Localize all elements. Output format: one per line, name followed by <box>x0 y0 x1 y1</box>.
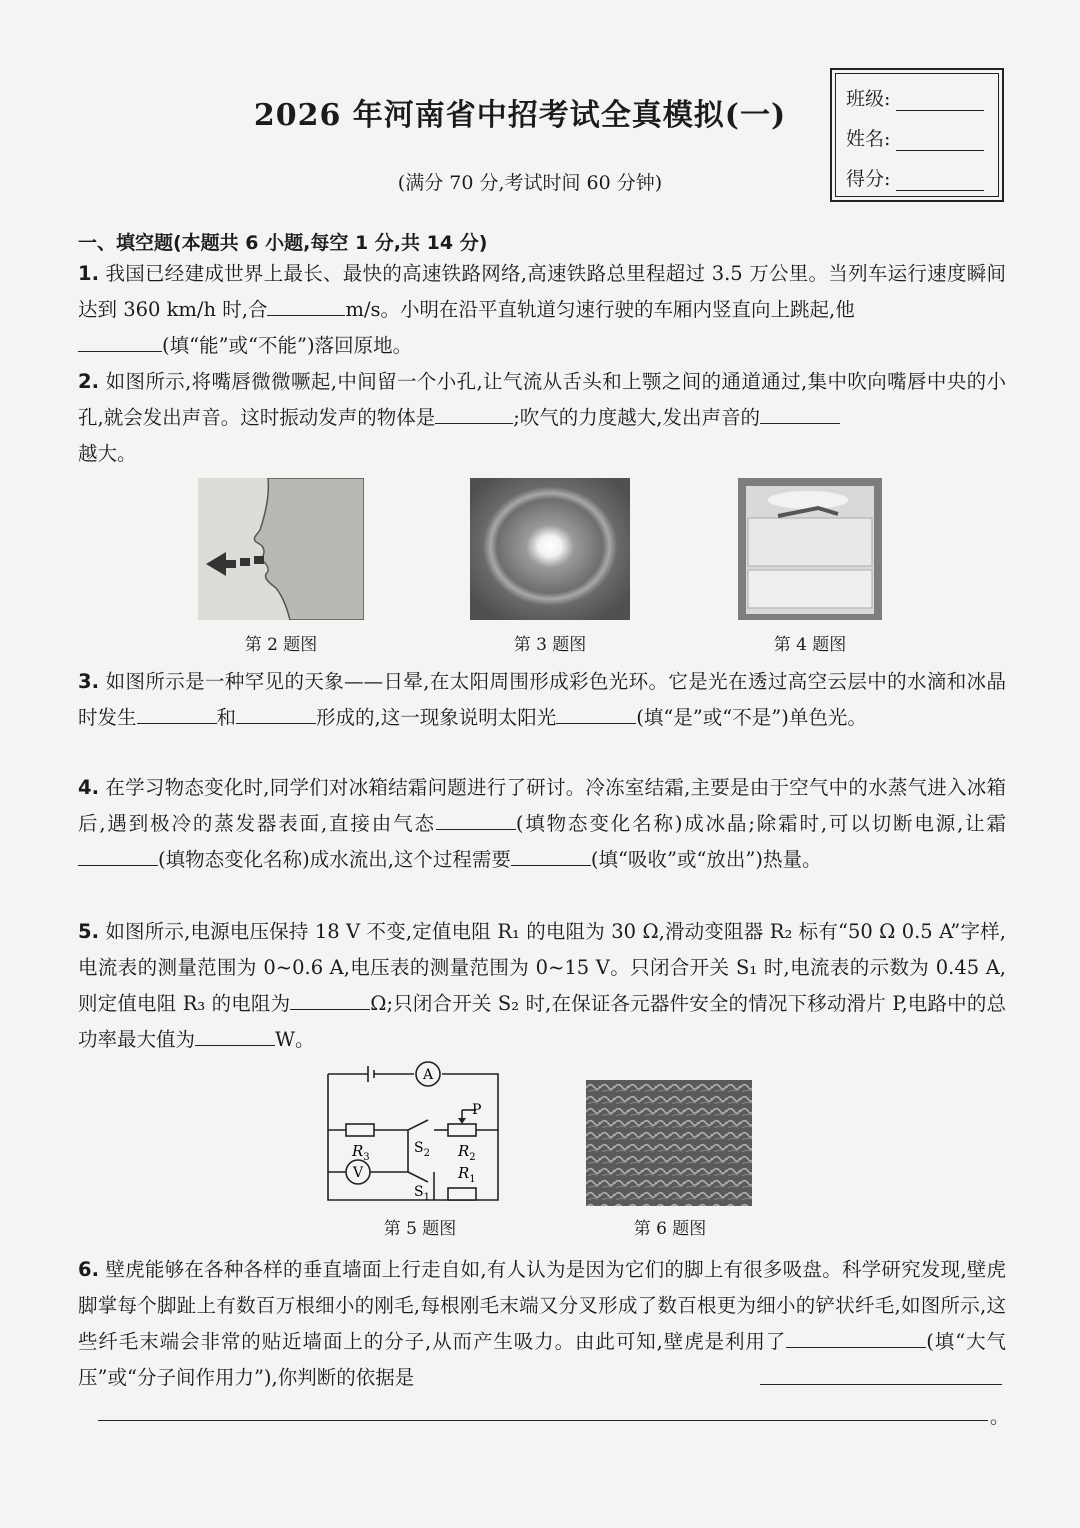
question-number: 3. <box>78 670 99 693</box>
question-text: 我国已经建成世界上最长、最快的高速铁路网络,高速铁路总里程超过 3.5 万公里。当列车运行速度瞬间达到 360 km/h 时,合 <box>78 262 1007 321</box>
score-label: 得分: <box>846 168 891 190</box>
section-heading: 一、填空题(本题共 6 小题,每空 1 分,共 14 分) <box>78 232 488 254</box>
question-5 <box>78 914 1006 1058</box>
question-text: 和 <box>216 706 237 729</box>
question-text: (填“大气压”或“分子间作用力”),你判断的依据是 <box>78 1330 1006 1389</box>
figure-2-caption: 第 2 题图 <box>244 635 318 655</box>
r3-label: $R_3$ <box>352 1142 370 1163</box>
answer-line[interactable] <box>98 1420 988 1421</box>
student-info-box <box>830 68 1004 202</box>
answer-blank[interactable] <box>78 845 158 866</box>
page-title: 2026 年河南省中招考试全真模拟(一) <box>253 98 787 133</box>
question-text: ;吹气的力度越大,发出声音的 <box>513 406 760 429</box>
figure-6-gecko-setae <box>586 1080 752 1206</box>
question-text: 越大。 <box>78 442 137 465</box>
s2-label: $S_2$ <box>414 1140 430 1159</box>
answer-blank[interactable] <box>78 331 162 352</box>
answer-line[interactable] <box>760 1384 1002 1385</box>
sun-halo-photo <box>470 478 630 620</box>
slider-arrow-icon <box>458 1118 466 1124</box>
sentence-end-mark: 。 <box>990 1406 1010 1428</box>
answer-blank[interactable] <box>511 845 591 866</box>
question-1 <box>78 256 1006 364</box>
figure-3-caption: 第 3 题图 <box>513 635 587 655</box>
figure-3-halo <box>470 478 630 620</box>
answer-blank[interactable] <box>760 403 840 424</box>
answer-blank[interactable] <box>137 703 217 724</box>
answer-blank[interactable] <box>236 703 316 724</box>
question-text: 如图所示,电源电压保持 18 V 不变,定值电阻 R₁ 的电阻为 30 Ω,滑动变阻器 R₂ 标有“50 Ω 0.5 A”字样,电流表的测量范围为 0~0.6 A,电压表的测量范围为 0~15 V。只闭合开关 S₁ 时,电流表的示数为 0.45 A,则定值电阻 R₃ 的电阻为 <box>78 920 1006 1015</box>
figure-4-freezer <box>738 478 882 620</box>
slider-p-label: P <box>472 1102 482 1118</box>
answer-blank[interactable] <box>290 989 370 1010</box>
question-text: m/s。小明在沿平直轨道匀速行驶的车厢内竖直向上跳起,他 <box>345 298 855 321</box>
r2-label: $R_2$ <box>458 1142 476 1163</box>
answer-blank[interactable] <box>556 703 636 724</box>
class-label: 班级: <box>846 88 891 110</box>
answer-blank[interactable] <box>786 1327 926 1348</box>
question-text: (填“吸收”或“放出”)热量。 <box>590 848 822 871</box>
score-field[interactable] <box>846 164 984 191</box>
r1-label: $R_1$ <box>458 1164 476 1185</box>
question-6 <box>78 1252 1006 1396</box>
figure-2-lips <box>198 478 364 620</box>
figure-4-caption: 第 4 题图 <box>773 635 847 655</box>
figure-5-circuit <box>318 1060 518 1210</box>
answer-blank[interactable] <box>267 295 345 316</box>
figure-6-caption: 第 6 题图 <box>633 1219 707 1239</box>
question-number: 2. <box>78 370 99 393</box>
class-field[interactable] <box>846 84 984 111</box>
question-text: Ω;只闭合开关 S₂ 时,在保证各元器件安全的情况下移动滑片 P,电路中的总功率最大值为 <box>78 992 1006 1051</box>
exam-subtitle: (满分 70 分,考试时间 60 分钟) <box>397 172 663 194</box>
question-text: 形成的,这一现象说明太阳光 <box>316 706 557 729</box>
question-text: 在学习物态变化时,同学们对冰箱结霜问题进行了研讨。冷冻室结霜,主要是由于空气中的水蒸气进入冰箱后,遇到极冷的蒸发器表面,直接由气态 <box>78 776 1006 835</box>
question-4 <box>78 770 1006 878</box>
question-number: 1. <box>78 262 99 285</box>
question-text: 如图所示,将嘴唇微微噘起,中间留一个小孔,让气流从舌头和上颚之间的通道通过,集中吹向嘴唇中央的小孔,就会发出声音。这时振动发声的物体是 <box>78 370 1006 429</box>
voltmeter-label: V <box>352 1165 364 1181</box>
ammeter-label: A <box>422 1067 434 1083</box>
question-number: 5. <box>78 920 99 943</box>
question-text: (填物态变化名称)成冰晶;除霜时,可以切断电源,让霜 <box>515 812 1006 835</box>
name-field[interactable] <box>846 124 984 151</box>
question-text: 壁虎能够在各种各样的垂直墙面上行走自如,有人认为是因为它们的脚上有很多吸盘。科学研究发现,壁虎脚掌每个脚趾上有数百万根细小的刚毛,每根刚毛末端又分叉形成了数百根更为细小的铲状纤毛,如图所示,这些纤毛末端会非常的贴近墙面上的分子,从而产生吸力。由此可知,壁虎是利用了 <box>78 1258 1006 1353</box>
name-label: 姓名: <box>846 128 891 150</box>
question-3 <box>78 664 1006 736</box>
question-text: (填“是”或“不是”)单色光。 <box>636 706 867 729</box>
answer-blank[interactable] <box>435 403 513 424</box>
s1-label: $S_1$ <box>414 1184 430 1203</box>
figure-5-caption: 第 5 题图 <box>383 1219 457 1239</box>
question-text: W。 <box>275 1028 315 1051</box>
question-number: 6. <box>78 1258 99 1281</box>
question-number: 4. <box>78 776 99 799</box>
question-2 <box>78 364 1006 472</box>
answer-blank[interactable] <box>195 1025 275 1046</box>
question-text: (填物态变化名称)成水流出,这个过程需要 <box>158 848 511 871</box>
lips-diagram <box>198 478 364 620</box>
answer-blank[interactable] <box>436 809 516 830</box>
question-text: (填“能”或“不能”)落回原地。 <box>162 334 413 357</box>
frosted-freezer-photo <box>738 478 882 620</box>
gecko-setae-photo <box>586 1080 752 1206</box>
question-text: 如图所示是一种罕见的天象——日晕,在太阳周围形成彩色光环。它是光在透过高空云层中的水滴和冰晶时发生 <box>78 670 1007 729</box>
